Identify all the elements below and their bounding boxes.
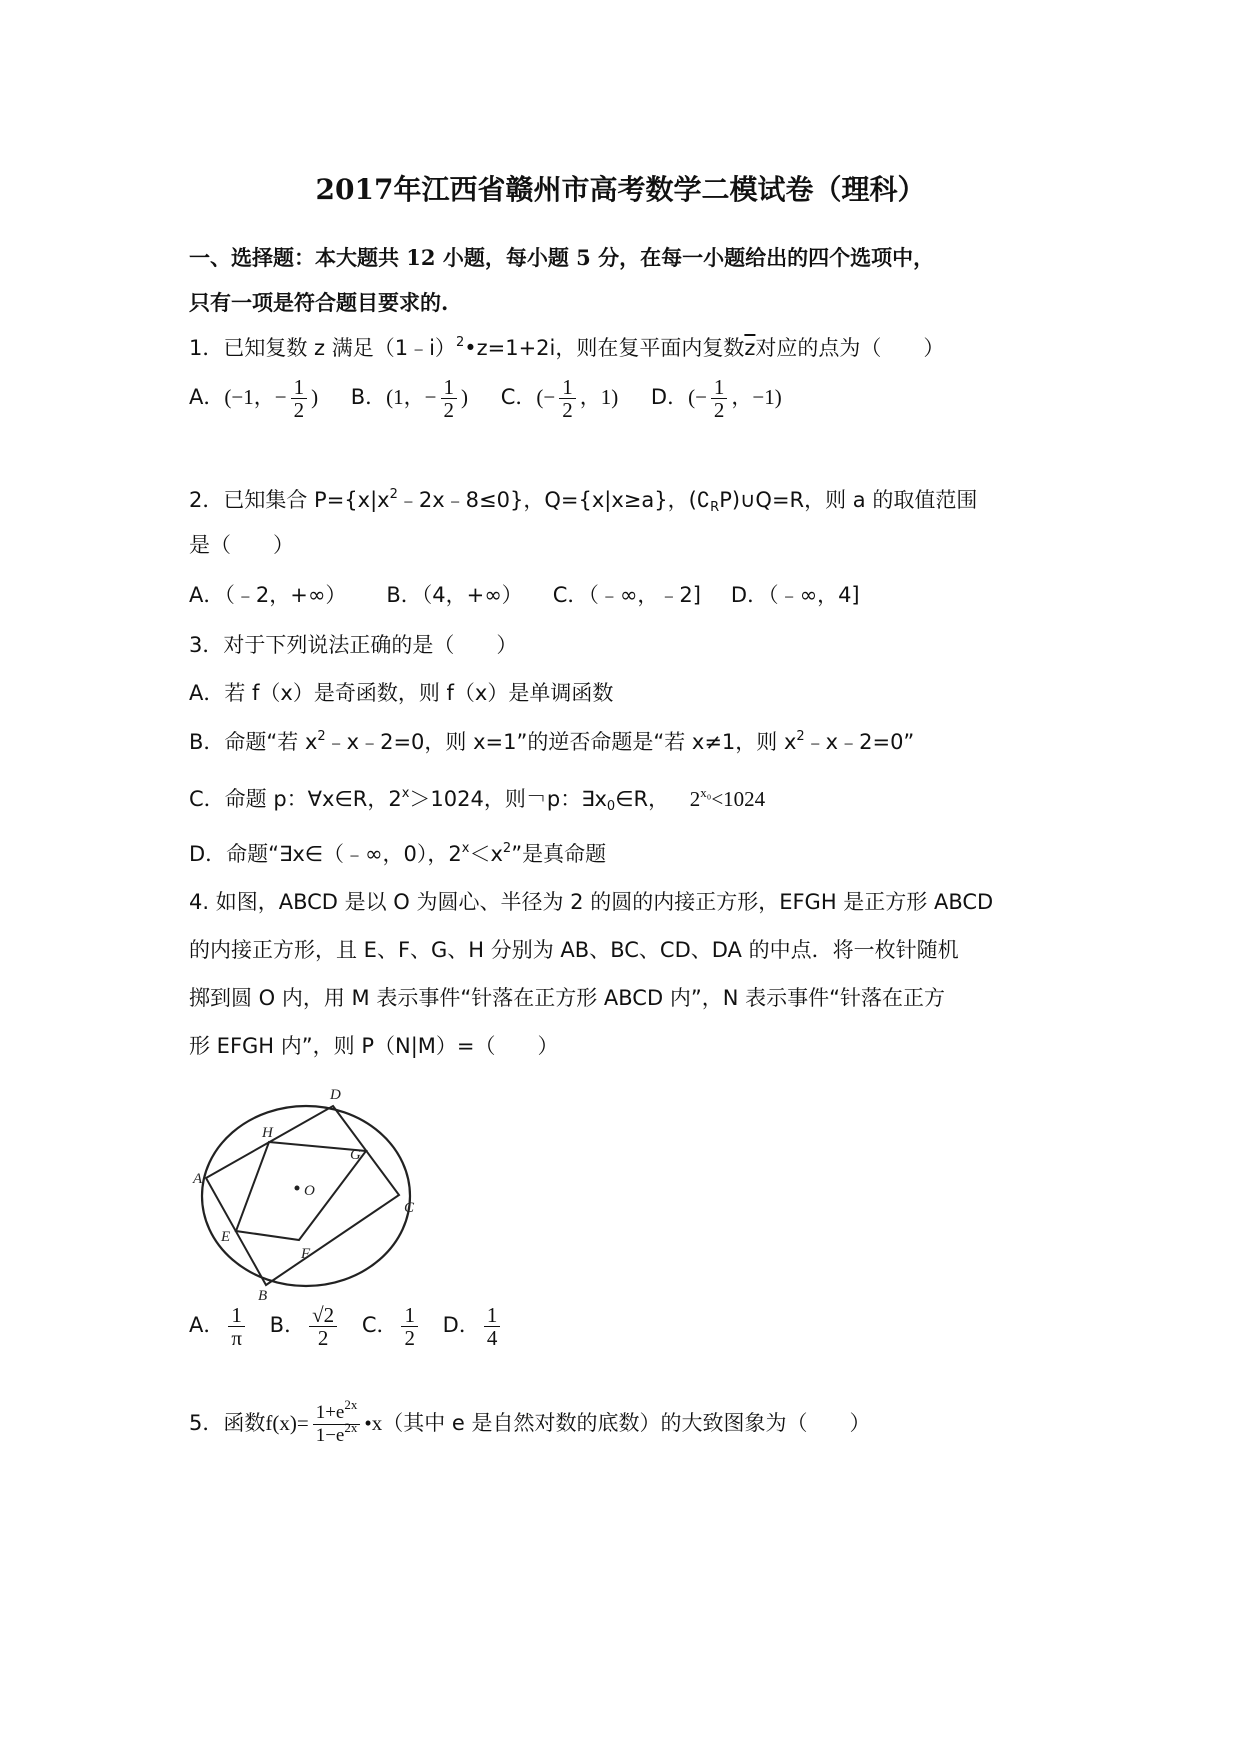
q4-option-a-den: π <box>231 1325 242 1350</box>
q5-stem-pre: 5．函数 <box>189 1411 266 1435</box>
q2-stem <box>189 485 977 515</box>
q1-stem-sup: 2 <box>455 335 465 350</box>
q4-options <box>189 1300 530 1350</box>
q4-option-d-label: D． <box>442 1313 480 1337</box>
q1-option-a-den: 2 <box>293 397 305 422</box>
page-title: 2017年江西省赣州市高考数学二模试卷（理科） <box>315 173 926 206</box>
q4-line1: 4. 如图，ABCD 是以 O 为圆心、半径为 2 的圆的内接正方形，EFGH 是正方形 ABCD <box>189 890 994 914</box>
q2-stem-a: 2．已知集合 P={x|x <box>189 488 390 512</box>
q3-option-c-b: ＞1024，则￢p：∃x <box>409 787 607 811</box>
q1-option-a <box>189 375 318 421</box>
q4-line4: 形 EFGH 内”，则 P（N|M）=（ ） <box>189 1034 559 1058</box>
q3-option-b-sup2: 2 <box>796 729 805 744</box>
q1-option-a-frac <box>291 376 308 421</box>
q1-option-b-pre: (1，− <box>386 385 437 409</box>
q4-option-b-frac <box>309 1304 337 1349</box>
center-dot <box>295 1186 300 1191</box>
q3-option-c-sub: 0 <box>606 799 616 814</box>
q1-option-d-frac <box>711 376 728 421</box>
q1-stem-c: 对应的点为（ ） <box>755 336 945 360</box>
q1-option-c <box>501 375 619 421</box>
q4-line2: 的内接正方形，且 E、F、G、H 分别为 AB、BC、CD、DA 的中点．将一枚针随机 <box>189 938 959 962</box>
q2-option-a: A．（﹣2，+∞） <box>189 583 347 607</box>
q4-option-d-num: 1 <box>484 1304 501 1327</box>
q3-option-b-c: ﹣x﹣2=0” <box>804 730 915 754</box>
q1-option-d-den: 2 <box>713 397 725 422</box>
q1-option-c-pre: (− <box>536 385 556 409</box>
q3-option-c-formula-rhs: <1024 <box>711 787 766 811</box>
q5-stem <box>189 1393 871 1453</box>
section-heading-line1: 一、选择题：本大题共 12 小题，每小题 5 分，在每一小题给出的四个选项中， <box>189 245 935 270</box>
label-f: F <box>301 1246 311 1262</box>
q4-option-b <box>270 1300 341 1350</box>
q2-options <box>189 580 886 610</box>
label-g: G <box>350 1147 361 1163</box>
section-heading-line2: 只有一项是符合题目要求的. <box>189 290 449 315</box>
q1-option-d-label: D． <box>650 385 689 409</box>
q4-option-d-frac <box>484 1304 501 1349</box>
q1-option-a-label: A． <box>189 385 225 409</box>
q3-option-b <box>189 727 914 757</box>
q4-figure <box>190 1085 420 1300</box>
q1-options <box>189 375 808 421</box>
q1-option-d-pre: (− <box>688 385 707 409</box>
q4-option-d <box>443 1300 505 1350</box>
label-a: A <box>193 1171 203 1187</box>
label-c: C <box>404 1200 415 1216</box>
q4-option-a-label: A． <box>189 1313 225 1337</box>
q4-option-b-num: √2 <box>309 1304 337 1327</box>
q4-option-b-label: B． <box>269 1313 306 1337</box>
q1-option-b-label: B． <box>350 385 387 409</box>
q2-stem-sup: 2 <box>389 487 398 502</box>
q5-den-text: 1−e <box>315 1424 345 1446</box>
q4-option-c-frac <box>401 1304 418 1349</box>
q1-option-a-post: ) <box>311 385 319 409</box>
q3-option-a: A．若 f（x）是奇函数，则 f（x）是单调函数 <box>189 681 614 705</box>
q3-option-b-sup1: 2 <box>317 729 326 744</box>
q1-stem <box>189 333 944 363</box>
q3-stem: 3．对于下列说法正确的是（ ） <box>189 633 518 657</box>
q4-option-c-label: C． <box>361 1313 398 1337</box>
q4-option-c-num: 1 <box>401 1304 418 1327</box>
q1-conjugate-z: $\overline{z}$ <box>744 336 756 360</box>
q4-option-a-num: 1 <box>228 1304 245 1327</box>
q1-option-c-frac <box>559 376 576 421</box>
q3-option-d-c: ”是真命题 <box>511 842 607 866</box>
label-e: E <box>221 1229 231 1245</box>
q3-option-c-formula <box>690 787 765 811</box>
q3-option-d-sup1: x <box>461 841 470 856</box>
q4-option-b-den: 2 <box>317 1325 329 1350</box>
q1-option-b-num: 1 <box>441 376 458 399</box>
q5-fx: f(x)= <box>265 1411 309 1435</box>
q5-den-sup: 2x <box>344 1419 358 1435</box>
q4-option-a-frac <box>228 1304 245 1349</box>
q1-stem-b: •z=1+2i，则在复平面内复数 <box>464 336 745 360</box>
q3-option-c-sup1: x <box>401 786 410 801</box>
q1-option-c-den: 2 <box>562 397 573 422</box>
q1-option-b-frac <box>441 376 458 421</box>
q5-fraction <box>313 1396 361 1447</box>
q5-times: •x <box>364 1411 383 1435</box>
q1-option-d <box>651 375 782 421</box>
q2-stem-sub: R <box>710 500 720 515</box>
q2-stem-line2: 是（ ） <box>189 533 294 557</box>
q2-stem-b: ﹣2x﹣8≤0}，Q={x|x≥a}，(∁ <box>397 488 711 512</box>
q2-stem-c: P)∪Q=R，则 a 的取值范围 <box>719 488 978 512</box>
q1-option-c-post: ，1) <box>579 385 619 409</box>
q1-option-c-label: C． <box>500 385 537 409</box>
q2-option-d: D．（﹣∞，4] <box>730 583 860 607</box>
q1-option-d-post: ，−1) <box>731 385 782 409</box>
label-d: D <box>330 1087 341 1103</box>
q3-option-c-formula-exp: x₀ <box>700 785 712 800</box>
q4-option-a <box>189 1300 249 1350</box>
label-b: B <box>258 1288 268 1300</box>
q1-option-b <box>351 375 468 421</box>
q3-option-d-a: D．命题“∃x∈（﹣∞，0），2 <box>189 842 462 866</box>
q1-option-d-num: 1 <box>711 376 728 399</box>
q2-option-b: B．（4，+∞） <box>386 583 523 607</box>
q1-option-b-den: 2 <box>443 397 455 422</box>
q1-option-a-pre: (−1，− <box>224 385 287 409</box>
q3-option-d <box>189 839 606 869</box>
q5-stem-post: （其中 e 是自然对数的底数）的大致图象为（ ） <box>382 1411 871 1435</box>
q1-option-a-num: 1 <box>291 376 308 399</box>
q4-option-c-den: 2 <box>404 1325 415 1350</box>
q4-option-c <box>362 1300 422 1350</box>
q3-option-d-b: ＜x <box>469 842 503 866</box>
q4-option-d-den: 4 <box>486 1325 498 1350</box>
q5-num-sup: 2x <box>344 1396 358 1412</box>
label-o: O <box>304 1183 315 1199</box>
q3-option-c <box>189 784 765 814</box>
q3-option-c-a: C．命题 p：∀x∈R，2 <box>189 787 402 811</box>
square-efgh <box>236 1142 366 1240</box>
q3-option-b-b: ﹣x﹣2=0，则 x=1”的逆否命题是“若 x≠1，则 x <box>325 730 797 754</box>
q3-option-d-sup2: 2 <box>502 841 512 856</box>
q4-line3: 掷到圆 O 内，用 M 表示事件“针落在正方形 ABCD 内”，N 表示事件“针落在正方 <box>189 986 945 1010</box>
q3-option-c-c: ∈R， <box>615 787 670 811</box>
q2-option-c: C．（﹣∞，﹣2] <box>552 583 701 607</box>
q1-option-b-post: ) <box>461 385 469 409</box>
q3-option-c-formula-base: 2 <box>689 787 701 811</box>
q5-num-text: 1+e <box>315 1401 345 1423</box>
label-h: H <box>262 1125 273 1141</box>
q5-fraction-den <box>313 1419 361 1447</box>
q1-option-c-num: 1 <box>559 376 576 399</box>
q3-option-b-a: B．命题“若 x <box>189 730 318 754</box>
q1-stem-a: 1．已知复数 z 满足（1﹣i） <box>189 336 456 360</box>
